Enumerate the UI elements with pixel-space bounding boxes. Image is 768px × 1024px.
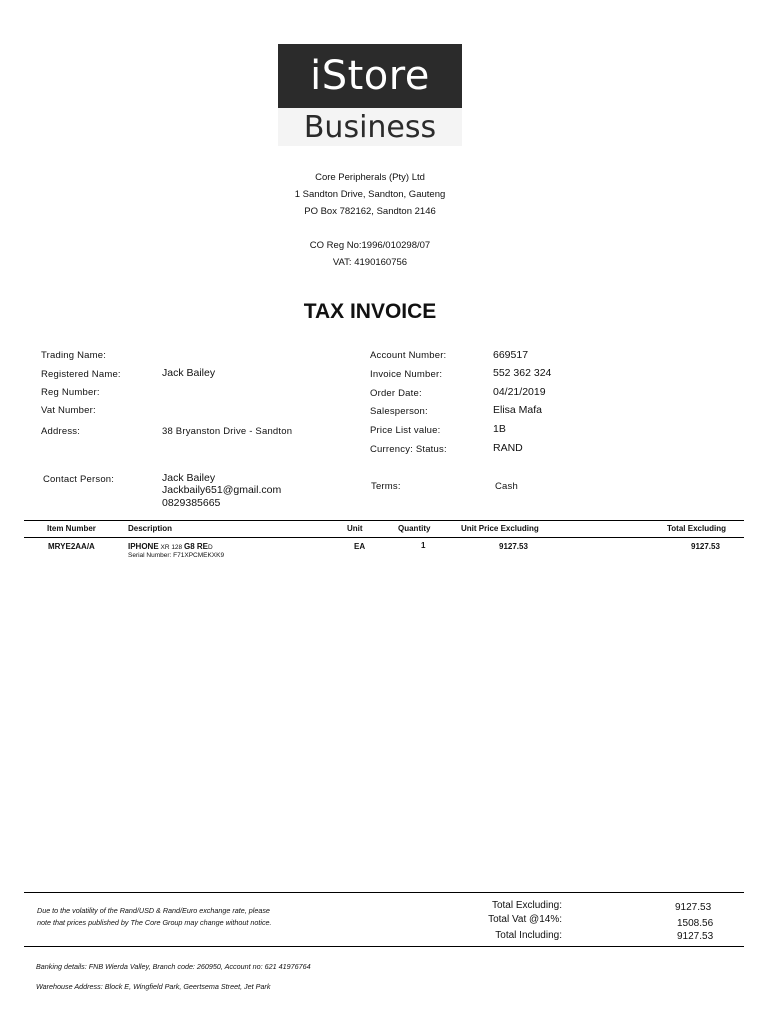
vat-number-label: Vat Number: (41, 405, 96, 416)
terms-label: Terms: (371, 481, 401, 492)
disclaimer-line-2: note that prices published by The Core Group may change without notice. (37, 918, 272, 927)
table-header-rule (24, 537, 744, 538)
row-unit-price: 9127.53 (499, 542, 528, 551)
contact-name: Jack Bailey (162, 472, 216, 484)
row-quantity: 1 (421, 541, 426, 550)
page-title: TAX INVOICE (303, 300, 437, 323)
table-top-rule (24, 520, 744, 521)
banking-details: Banking details: FNB Wierda Valley, Branch code: 260950, Account no: 621 41976764 (36, 962, 311, 971)
terms-value: Cash (495, 481, 518, 492)
total-excluding-label: Total Excluding: (491, 900, 562, 911)
col-item-number: Item Number (47, 524, 96, 533)
desc-part-c: G8 RE (183, 542, 208, 551)
logo-business: Business (278, 108, 462, 146)
company-address-2: PO Box 782162, Sandton 2146 (304, 206, 436, 217)
totals-top-rule (24, 892, 744, 893)
company-vat: VAT: 4190160756 (332, 257, 408, 268)
desc-part-a: IPHONE (128, 542, 159, 551)
totals-bottom-rule (24, 946, 744, 947)
price-list-value: 1B (493, 423, 506, 435)
warehouse-address: Warehouse Address: Block E, Wingfield Park, Geertsema Street, Jet Park (36, 982, 271, 991)
total-excluding-value: 9127.53 (675, 902, 712, 913)
order-date-label: Order Date: (370, 388, 422, 399)
address-label: Address: (41, 426, 81, 437)
total-including-value: 9127.53 (677, 931, 714, 942)
total-vat-value: 1508.56 (677, 918, 714, 929)
total-including-label: Total Including: (495, 930, 562, 941)
price-list-label: Price List value: (370, 425, 441, 436)
address-value: 38 Bryanston Drive - Sandton (162, 426, 293, 437)
row-serial-number: Serial Number: F71XPCMEKXK9 (128, 552, 225, 559)
row-item-number: MRYE2AA/A (48, 542, 95, 551)
col-unit: Unit (347, 524, 363, 533)
col-description: Description (128, 524, 173, 533)
company-name: Core Peripherals (Pty) Ltd (315, 172, 425, 183)
order-date-value: 04/21/2019 (493, 386, 546, 398)
invoice-number-label: Invoice Number: (370, 369, 443, 380)
registered-name-value: Jack Bailey (162, 367, 216, 379)
contact-phone: 0829385665 (162, 497, 221, 509)
reg-number-label: Reg Number: (41, 387, 100, 398)
account-number-label: Account Number: (370, 350, 447, 361)
currency-status-label: Currency: Status: (370, 444, 447, 455)
desc-part-b: XR 128 (158, 544, 184, 551)
contact-person-label: Contact Person: (43, 474, 115, 485)
disclaimer-line-1: Due to the volatility of the Rand/USD & Rand/Euro exchange rate, please (37, 906, 270, 915)
total-vat-label: Total Vat @14%: (488, 914, 562, 925)
salesperson-label: Salesperson: (370, 406, 428, 417)
logo-istore: iStore (278, 44, 462, 108)
account-number-value: 669517 (493, 349, 529, 361)
invoice-number-value: 552 362 324 (493, 367, 552, 379)
trading-name-label: Trading Name: (41, 350, 107, 361)
row-description (128, 542, 213, 551)
desc-part-d: D (207, 544, 213, 551)
registered-name-label: Registered Name: (41, 369, 121, 380)
row-total: 9127.53 (691, 542, 720, 551)
currency-status-value: RAND (493, 442, 523, 454)
col-quantity: Quantity (398, 524, 431, 533)
col-unit-price: Unit Price Excluding (461, 524, 539, 533)
salesperson-value: Elisa Mafa (493, 404, 543, 416)
company-reg: CO Reg No:1996/010298/07 (309, 240, 431, 251)
row-unit: EA (354, 542, 366, 551)
company-address-1: 1 Sandton Drive, Sandton, Gauteng (294, 189, 446, 200)
contact-email: Jackbaily651@gmail.com (162, 484, 282, 496)
col-total: Total Excluding (667, 524, 726, 533)
